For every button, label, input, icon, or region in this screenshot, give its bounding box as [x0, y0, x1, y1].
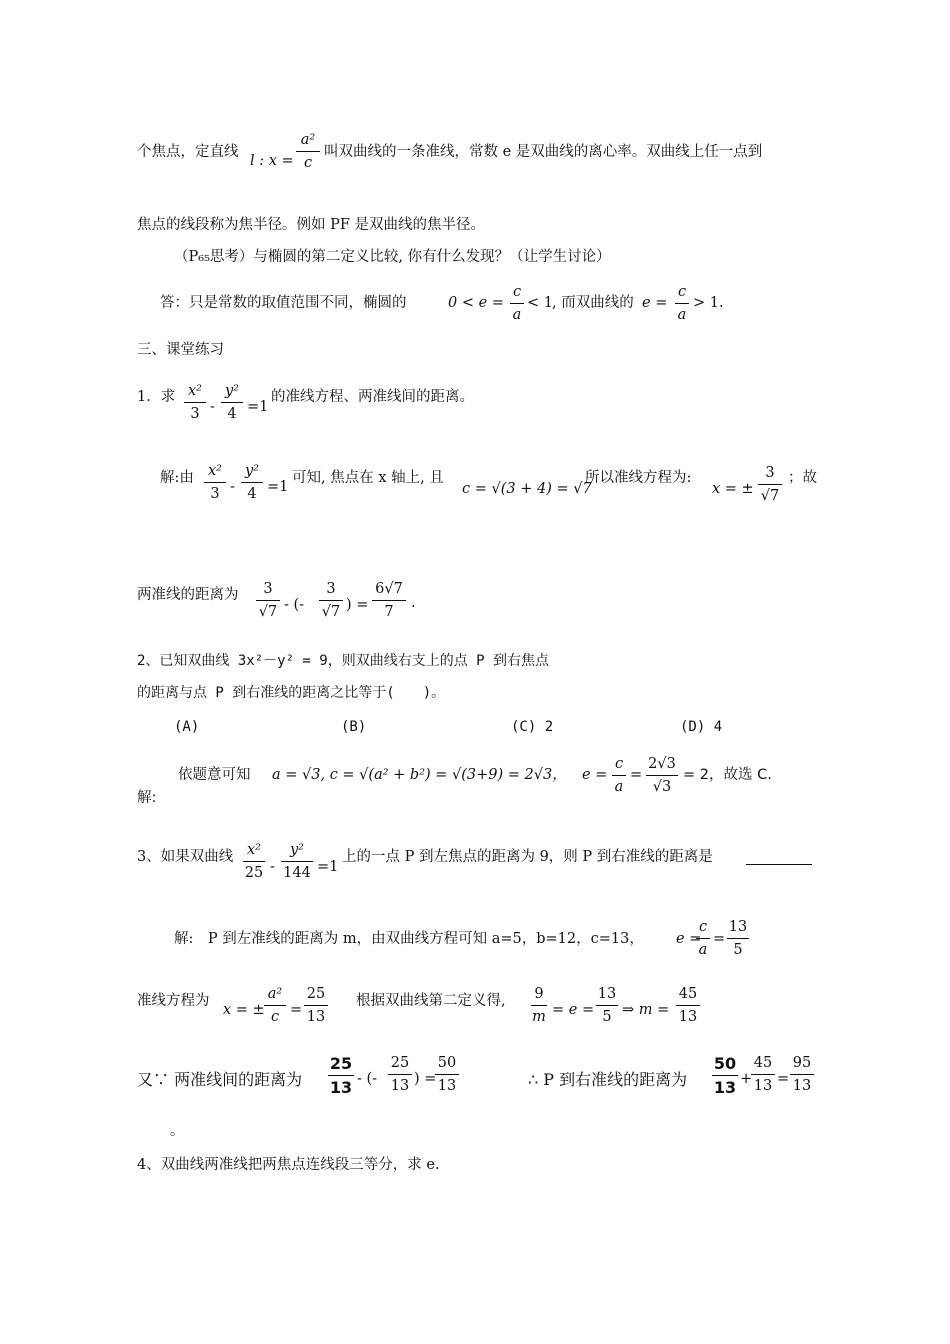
math-x-pm: x = ± [712, 481, 754, 497]
math-minus: - [210, 399, 215, 415]
text-therefore: ；故 [788, 470, 817, 486]
fraction-13-over-5-b: 13 5 [597, 986, 617, 1025]
solution-1-label: 解:由 [160, 470, 194, 486]
math-ellipse-range-lhs: 0 < e = [448, 295, 504, 311]
text-because: 又∵ 两准线间的距离为 [137, 1070, 303, 1089]
solution-1-directrix-label: 所以准线方程为: [585, 470, 692, 486]
fraction-3-over-root7-b: 3 √7 [256, 582, 280, 619]
fraction-25-over-13: 25 13 [304, 987, 328, 1024]
math-minus-paren-s3: - (- [357, 1071, 378, 1087]
question-1-text: 的准线方程、两准线间的距离。 [271, 389, 474, 405]
fraction-c-over-a-3: c a [612, 757, 626, 794]
question-3-label: 3、如果双曲线 [137, 849, 234, 865]
option-c: (C) 2 [511, 719, 554, 735]
fraction-3-over-root7-c: 3 √7 [319, 582, 343, 619]
math-minus-paren: - (- [284, 597, 305, 613]
option-d: (D) 4 [680, 719, 723, 735]
answer-blank [746, 852, 812, 869]
fraction-2root3-over-root3: 2√3 √3 [646, 757, 678, 794]
math-implies-m: ⇒ m = [622, 1002, 670, 1018]
math-x-pm-s3: x = ± [223, 1002, 265, 1018]
question-2-line2: 的距离与点 P 到右准线的距离之比等于( )。 [137, 685, 446, 701]
math-equals-one-q3: =1 [317, 859, 339, 875]
fraction-x2-over-3: x² 3 [184, 384, 206, 421]
text-focal-radius: 焦点的线段称为焦半径。例如 PF 是双曲线的焦半径。 [137, 217, 486, 233]
text-directrix-definition: 叫双曲线的一条准线，常数 e 是双曲线的离心率。双曲线上任一点到 [324, 144, 763, 160]
text-period: 。 [170, 1123, 185, 1139]
solution-2-label: 依题意可知 [178, 767, 251, 783]
math-period: . [411, 595, 416, 611]
math-eq-s2: = [630, 767, 643, 783]
text-second-definition: 根据双曲线第二定义得, [356, 993, 506, 1009]
math-eq-s3b: = [290, 1002, 303, 1018]
fraction-25-over-13-bold: 25 13 [329, 1054, 353, 1097]
question-1-label: 1．求 [137, 389, 176, 405]
fraction-x2-over-25: x² 25 [244, 842, 264, 881]
fraction-50-over-13: 50 13 [435, 1056, 459, 1093]
fraction-50-over-13-bold: 50 13 [713, 1054, 737, 1097]
fraction-6root7-over-7: 6√7 7 [372, 582, 406, 619]
fraction-25-over-13-c: 25 13 [388, 1056, 412, 1093]
option-b: (B) [341, 719, 367, 735]
math-plus: + [740, 1071, 753, 1087]
math-ellipse-range-rhs: < 1 [527, 295, 553, 311]
math-solution-2-expr: a = √3, c = √(a² + b²) = √(3+9) = 2√3， [272, 767, 567, 783]
math-equals-one-b: =1 [267, 479, 289, 495]
text-hyperbola-compare: , 而双曲线的 [552, 295, 634, 311]
fraction-13-over-5: 13 5 [728, 919, 748, 958]
fraction-45-over-13-b: 45 13 [751, 1056, 775, 1093]
fraction-c-over-a-2: c a [675, 285, 689, 322]
solution-1-text: 可知, 焦点在 x 轴上, 且 [292, 470, 444, 486]
text-think-prompt: （P₆₅思考）与椭圆的第二定义比较, 你有什么发现？（让学生讨论） [174, 249, 611, 265]
math-c-value: c = √(3 + 4) = √7 [462, 481, 592, 497]
fraction-y2-over-4-b: y² 4 [241, 464, 263, 501]
fraction-45-over-13: 45 13 [676, 987, 700, 1024]
math-eq-final: = [777, 1071, 790, 1087]
text-focus-directrix: 个焦点，定直线 [137, 144, 239, 160]
math-eq-s3: = [713, 931, 726, 947]
fraction-y2-over-144: y² 144 [281, 843, 313, 880]
fraction-c-over-a-4: c a [696, 920, 710, 957]
text-directrix-equation: 准线方程为 [137, 993, 210, 1009]
fraction-a2-over-c: a² c [296, 133, 320, 170]
math-minus-b: - [230, 479, 235, 495]
math-close-eq: ) = [346, 597, 369, 613]
text-distance-label: 两准线的距离为 [137, 587, 239, 603]
solution-2-jie: 解: [137, 790, 157, 806]
math-close-eq-s3: ) = [414, 1071, 437, 1087]
math-hyperbola-e-lhs: e = [642, 295, 668, 311]
fraction-c-over-a: c a [510, 285, 524, 322]
fraction-x2-over-3-b: x² 3 [204, 464, 226, 501]
question-4-text: 4、双曲线两准线把两焦点连线段三等分，求 e. [137, 1157, 440, 1173]
fraction-9-over-m: 9 m [532, 986, 546, 1025]
solution-3-text: 解: P 到左准线的距离为 m，由双曲线方程可知 a=5，b=12，c=13， [174, 931, 644, 947]
section-heading-practice: 三、课堂练习 [137, 342, 224, 358]
math-equals-one: =1 [247, 399, 269, 415]
fraction-95-over-13: 95 13 [790, 1056, 814, 1093]
question-3-text: 上的一点 P 到左焦点的距离为 9，则 P 到右准线的距离是 [342, 849, 713, 865]
solution-2-tail: = 2，故选 C. [683, 767, 772, 783]
math-directrix-lhs: l : x = [250, 153, 294, 169]
fraction-y2-over-4: y² 4 [221, 384, 243, 421]
option-a: (A) [174, 719, 200, 735]
math-e-lhs: e = [582, 767, 608, 783]
fraction-a2-over-c-2: a² c [264, 987, 286, 1024]
math-hyperbola-e-rhs: > 1. [693, 295, 724, 311]
math-minus-q3: - [270, 859, 275, 875]
math-e-lhs-s3: e = [676, 931, 702, 947]
math-eq-e: = e = [552, 1002, 595, 1018]
question-2-line1: 2、已知双曲线 3x²－y² = 9，则双曲线右支上的点 P 到右焦点 [137, 653, 550, 669]
text-answer: 答：只是常数的取值范围不同，椭圆的 [160, 295, 407, 311]
fraction-3-over-root7: 3 √7 [758, 466, 782, 503]
text-therefore-p: ∴ P 到右准线的距离为 [528, 1070, 688, 1089]
